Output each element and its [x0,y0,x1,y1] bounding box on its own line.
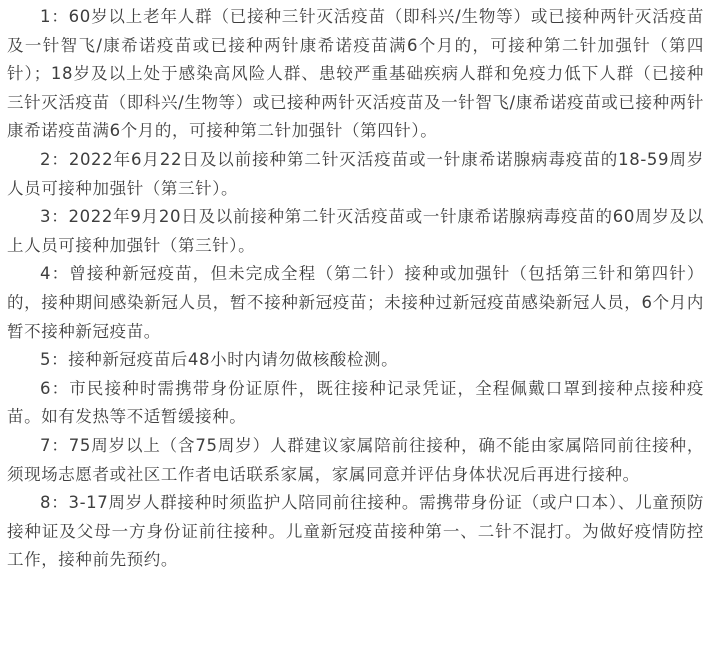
notice-item-7: 7：75周岁以上（含75周岁）人群建议家属陪前往接种，确不能由家属陪同前往接种，须现场志愿者或社区工作者电话联系家属，家属同意并评估身体状况后再进行接种。 [7,435,704,484]
notice-item-1: 1：60岁以上老年人群（已接种三针灭活疫苗（即科兴/生物等）或已接种两针灭活疫苗及一针智飞/康希诺疫苗或已接种两针康希诺疫苗满6个月的，可接种第二针加强针（第四针）；18岁及以上处于感染高风险人群、患较严重基础疾病人群和免疫力低下人群（已接种三针灭活疫苗（即科兴/生物等）或已接种两针灭活疫苗及一针智飞/康希诺疫苗或已接种两针康希诺疫苗满6个月的，可接种第二针加强针（第四针）。 [7,7,704,141]
notice-item-8: 8：3-17周岁人群接种时须监护人陪同前往接种。需携带身份证（或户口本）、儿童预防接种证及父母一方身份证前往接种。儿童新冠疫苗接种第一、二针不混打。为做好疫情防控工作，接种前先预约。 [7,493,704,570]
notice-item-4: 4：曾接种新冠疫苗，但未完成全程（第二针）接种或加强针（包括第三针和第四针）的，接种期间感染新冠人员，暂不接种新冠疫苗；未接种过新冠疫苗感染新冠人员，6个月内暂不接种新冠疫苗。 [7,264,704,341]
notice-item-3: 3：2022年9月20日及以前接种第二针灭活疫苗或一针康希诺腺病毒疫苗的60周岁及以上人员可接种加强针（第三针）。 [7,207,704,255]
notice-item-2: 2：2022年6月22日及以前接种第二针灭活疫苗或一针康希诺腺病毒疫苗的18-59周岁人员可接种加强针（第三针）。 [7,149,704,198]
notice-item-5: 5：接种新冠疫苗后48小时内请勿做核酸检测。 [40,350,399,370]
notice-item-6: 6：市民接种时需携带身份证原件，既往接种记录凭证，全程佩戴口罩到接种点接种疫苗。如有发热等不适暂缓接种。 [7,378,704,427]
